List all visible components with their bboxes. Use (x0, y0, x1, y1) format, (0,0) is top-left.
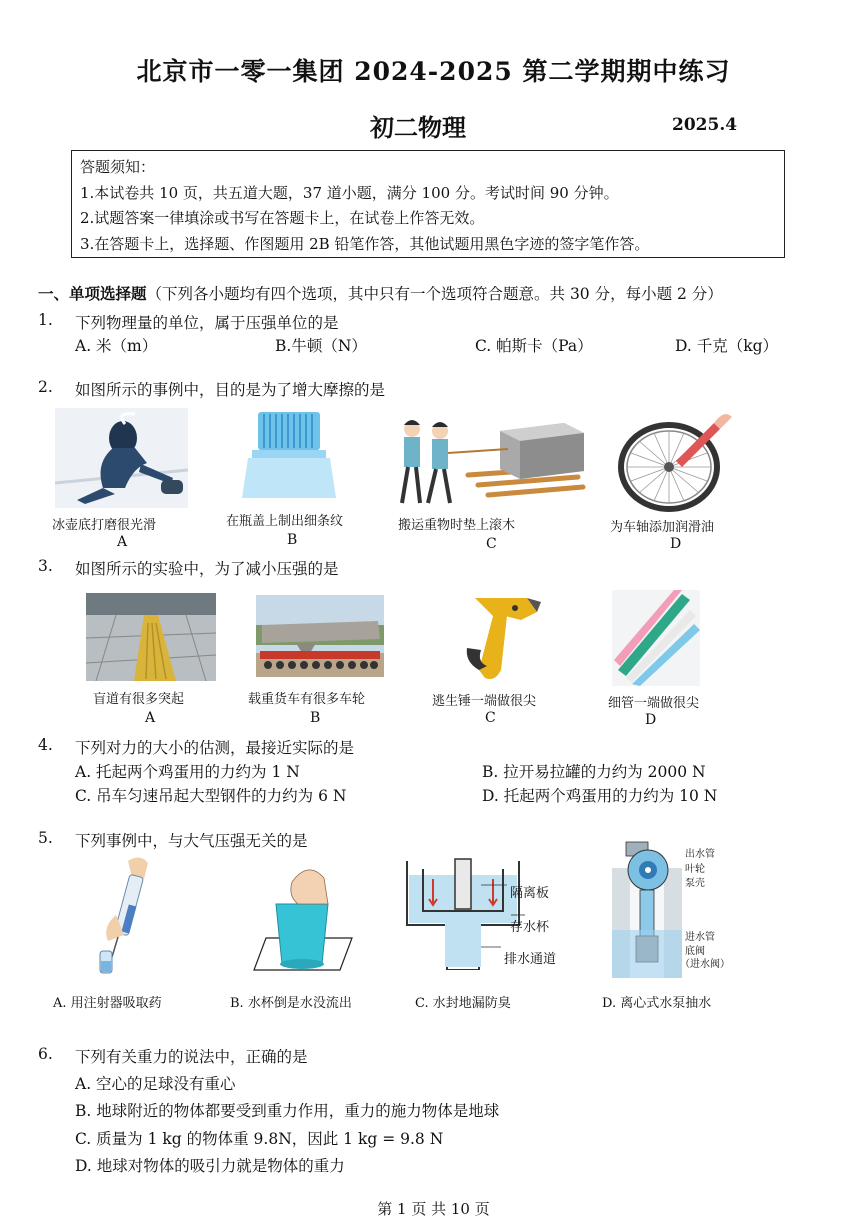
option-a: A. 空心的足球没有重心 (75, 1075, 236, 1093)
escape-hammer-image (445, 590, 545, 690)
image-caption: D. 离心式水泵抽水 (602, 996, 712, 1011)
option-label: C (486, 536, 497, 552)
image-caption: 搬运重物时垫上滚木 (398, 518, 516, 533)
question-stem: 下列对力的大小的估测，最接近实际的是 (75, 739, 355, 757)
option-label: A (145, 710, 156, 726)
curling-image (55, 408, 188, 508)
page-footer: 第 1 页 共 10 页 (377, 1200, 490, 1218)
question-stem: 下列事例中，与大气压强无关的是 (75, 832, 308, 850)
option-d: D. 千克（kg） (675, 337, 779, 355)
notice-box (71, 150, 785, 258)
image-caption: 冰壶底打磨很光滑 (52, 518, 157, 533)
option-d: D. 托起两个鸡蛋用的力约为 10 N (482, 787, 718, 805)
option-b: B. 地球附近的物体都要受到重力作用，重力的施力物体是地球 (75, 1102, 500, 1120)
page-title: 北京市一零一集团 2024-2025 第二学期期中练习 (136, 57, 731, 86)
question-stem: 如图所示的实验中，为了减小压强的是 (75, 560, 339, 578)
option-label: A (117, 534, 128, 550)
question-number: 1. (38, 311, 53, 329)
option-label: D (670, 536, 682, 552)
image-caption: 逃生锤一端做很尖 (432, 694, 537, 709)
tactile-paving-image (86, 593, 216, 681)
section-heading (38, 282, 723, 304)
option-c: C. 帕斯卡（Pa） (475, 337, 593, 355)
syringe-image (88, 855, 168, 975)
rollers-image (388, 413, 588, 513)
centrifugal-pump-image (612, 840, 682, 980)
wheel-image (614, 405, 734, 515)
pump-label: （进水阀） (680, 959, 730, 970)
image-caption: C. 水封地漏防臭 (415, 996, 511, 1011)
option-label: D (645, 712, 657, 728)
option-label: B (310, 710, 321, 726)
notice-line: 1.本试卷共 10 页，共五道大题，37 道小题，满分 100 分。考试时间 90 分钟。 (80, 183, 619, 202)
image-caption: 为车轴添加润滑油 (610, 520, 715, 535)
option-a: A. 托起两个鸡蛋用的力约为 1 N (75, 763, 300, 781)
option-c: C. 吊车匀速吊起大型钢件的力约为 6 N (75, 787, 347, 805)
exam-date: 2025.4 (672, 115, 738, 135)
question-stem: 如图所示的事例中，目的是为了增大摩擦的是 (75, 381, 386, 399)
option-c: C. 质量为 1 kg 的物体重 9.8N，因此 1 kg = 9.8 N (75, 1130, 444, 1148)
pump-label: 泵壳 (685, 878, 705, 889)
question-number: 4. (38, 736, 53, 754)
inverted-cup-image (248, 860, 356, 978)
question-stem: 下列有关重力的说法中，正确的是 (75, 1048, 308, 1066)
question-stem: 下列物理量的单位，属于压强单位的是 (75, 314, 339, 332)
drain-label: 存水杯 (510, 920, 550, 935)
option-label: C (485, 710, 496, 726)
question-number: 6. (38, 1045, 53, 1063)
image-caption: 细管一端做很尖 (608, 696, 700, 711)
option-a: A. 米（m） (75, 337, 158, 355)
section-note: （下列各小题均有四个选项，其中只有一个选项符合题意。共 30 分，每小题 2 分） (146, 285, 723, 303)
drain-label: 排水通道 (504, 952, 557, 967)
section-title: 一、单项选择题 (38, 284, 147, 303)
image-caption: 载重货车有很多车轮 (248, 692, 366, 707)
subject-title: 初二物理 (370, 113, 466, 142)
option-d: D. 地球对物体的吸引力就是物体的重力 (75, 1157, 345, 1175)
pump-label: 叶轮 (685, 864, 705, 875)
option-b: B.牛顿（N） (275, 337, 367, 355)
notice-heading: 答题须知： (80, 158, 156, 176)
image-caption: B. 水杯倒是水没流出 (230, 996, 352, 1011)
question-number: 5. (38, 829, 53, 847)
pump-label: 进水管 (685, 932, 715, 943)
drain-label: 隔离板 (510, 886, 550, 901)
pump-label: 底阀 (685, 946, 705, 957)
heavy-truck-image (256, 595, 384, 677)
pump-label: 出水管 (685, 849, 715, 860)
image-caption: A. 用注射器吸取药 (53, 996, 162, 1011)
straws-image (612, 590, 700, 686)
question-number: 3. (38, 557, 53, 575)
option-b: B. 拉开易拉罐的力约为 2000 N (482, 763, 706, 781)
notice-line: 3.在答题卡上，选择题、作图题用 2B 铅笔作答，其他试题用黑色字迹的签字笔作答。 (80, 234, 650, 253)
bottle-cap-image (240, 410, 338, 500)
question-number: 2. (38, 378, 53, 396)
image-caption: 在瓶盖上制出细条纹 (226, 514, 344, 529)
notice-line: 2.试题答案一律填涂或书写在答题卡上，在试卷上作答无效。 (80, 209, 485, 227)
image-caption: 盲道有很多突起 (93, 692, 185, 707)
option-label: B (287, 532, 298, 548)
